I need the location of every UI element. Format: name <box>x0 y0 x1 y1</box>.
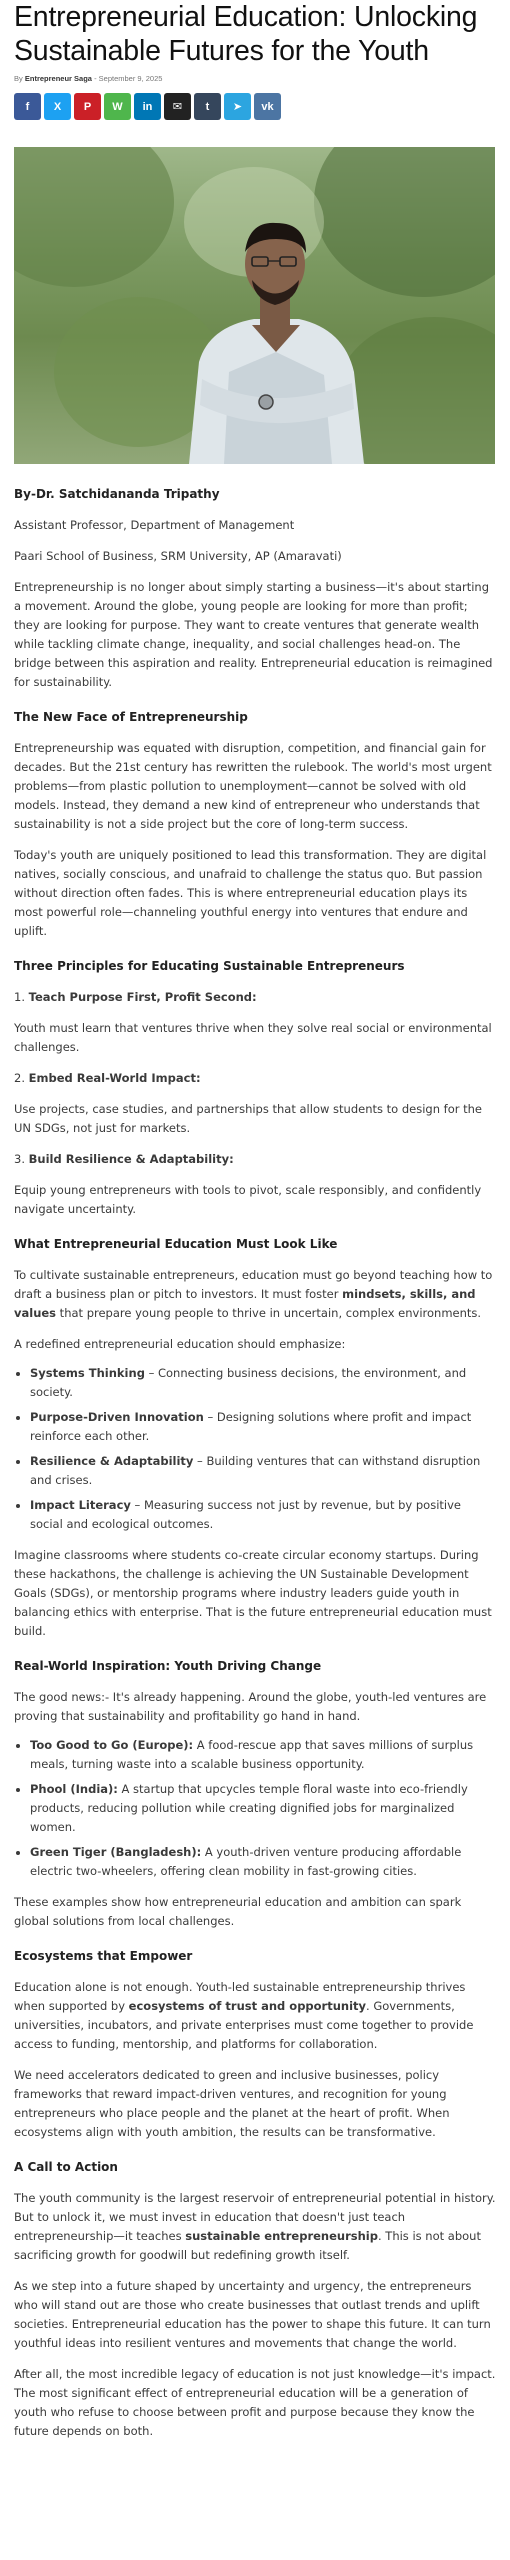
email-icon: ✉ <box>172 101 183 113</box>
list-item: • Phool (India): A startup that upcycles temple floral waste into eco-friendly products, reducing pollution while creating dignified jobs for marginalized women. <box>30 1780 496 1837</box>
principle-title: 1. Teach Purpose First, Profit Second: <box>14 990 257 1004</box>
linkedin-icon: in <box>142 100 153 113</box>
article-body <box>14 485 496 2441</box>
x-share-button[interactable] <box>44 93 71 120</box>
principle-body: Youth must learn that ventures thrive when they solve real social or environmental challenges. <box>14 1021 492 1054</box>
list-item: • Systems Thinking – Connecting business decisions, the environment, and society. <box>30 1364 496 1402</box>
author-name: By-Dr. Satchidananda Tripathy <box>14 487 220 501</box>
paragraph: These examples show how entrepreneurial education and ambition can spark global solutions from local challenges. <box>14 1895 462 1928</box>
section-heading: Three Principles for Educating Sustainable Entrepreneurs <box>14 959 405 973</box>
tumblr-icon: t <box>205 100 210 113</box>
paragraph: To cultivate sustainable entrepreneurs, education must go beyond teaching how to draft a business plan or pitch to investors. It must foster mindsets, skills, and values that prepare young people to thrive in uncertain, complex environments. <box>14 1268 493 1320</box>
facebook-share-button[interactable] <box>14 93 41 120</box>
principle-body: Use projects, case studies, and partnerships that allow students to design for the UN SDGs, not just for markets. <box>14 1102 482 1135</box>
paragraph: After all, the most incredible legacy of education is not just knowledge—it's impact. The most significant effect of entrepreneurial education will be a generation of youth who refuse to choose between profit and purpose because they know the future depends on both. <box>14 2367 496 2438</box>
share-bar <box>14 93 496 120</box>
paragraph: The good news:- It's already happening. Around the globe, youth-led ventures are proving that sustainability and profitability go hand in hand. <box>14 1690 487 1723</box>
hero-image <box>14 147 495 464</box>
list-item: • Green Tiger (Bangladesh): A youth-driven venture producing affordable electric two-wheelers, offering clean mobility in fast-growing cities. <box>30 1843 496 1881</box>
paragraph: Entrepreneurship was equated with disruption, competition, and financial gain for decades. But the 21st century has rewritten the rulebook. The world's most urgent problems—from plastic pollution to unemployment—cannot be solved with old models. Instead, they demand a new kind of entrepreneur who understands that sustainability is not a side project but the core of long-term success. <box>14 741 492 831</box>
section-heading: Ecosystems that Empower <box>14 1949 193 1963</box>
person-photo <box>14 147 495 464</box>
telegram-icon: ➤ <box>232 101 243 113</box>
principle-title: 2. Embed Real-World Impact: <box>14 1071 201 1085</box>
paragraph: Imagine classrooms where students co-create circular economy startups. During these hackathons, the challenge is achieving the UN Sustainable Development Goals (SDGs), or mentorship programs where industry leaders guide youth in balancing ethics with enterprise. That is the future entrepreneurial education must build. <box>14 1548 492 1638</box>
examples-list <box>14 1736 496 1881</box>
whatsapp-share-button[interactable] <box>104 93 131 120</box>
section-heading: What Entrepreneurial Education Must Look Like <box>14 1237 338 1251</box>
pinterest-icon: P <box>83 100 92 113</box>
vk-share-button[interactable] <box>254 93 281 120</box>
paragraph: The youth community is the largest reservoir of entrepreneurial potential in history. But to unlock it, we must invest in education that doesn't just teach entrepreneurship—it teaches sustainable entrepreneurship. This is not about sacrificing growth for goodwill but redefining growth itself. <box>14 2191 496 2262</box>
byline <box>14 74 496 86</box>
author-link[interactable]: Entrepreneur Saga <box>24 74 92 83</box>
email-share-button[interactable] <box>164 93 191 120</box>
tumblr-share-button[interactable] <box>194 93 221 120</box>
paragraph: Today's youth are uniquely positioned to lead this transformation. They are digital natives, socially conscious, and unafraid to challenge the status quo. But passion without direction often fades. This is where entrepreneurial education plays its most powerful role—channeling youthful energy into ventures that endure and uplift. <box>14 848 487 938</box>
pinterest-share-button[interactable] <box>74 93 101 120</box>
vk-icon: vk <box>261 100 274 113</box>
section-heading: Real-World Inspiration: Youth Driving Change <box>14 1659 322 1673</box>
whatsapp-icon: W <box>112 100 123 113</box>
list-item: • Impact Literacy – Measuring success not just by revenue, but by positive social and ecological outcomes. <box>30 1496 496 1534</box>
principle-body: Equip young entrepreneurs with tools to pivot, scale responsibly, and confidently navigate uncertainty. <box>14 1183 482 1216</box>
paragraph: We need accelerators dedicated to green and inclusive businesses, policy frameworks that reward impact-driven ventures, and recognition for young entrepreneurs who place people and the planet at the heart of profit. When ecosystems align with youth ambition, the results can be transformative. <box>14 2068 450 2139</box>
paragraph: As we step into a future shaped by uncertainty and urgency, the entrepreneurs who will stand out are those who create businesses that outlast trends and uplift societies. Entrepreneurial education has the power to shape this future. It can turn youthful ideas into resilient ventures and movements that change the world. <box>14 2279 491 2350</box>
author-org: Paari School of Business, SRM University, AP (Amaravati) <box>14 549 342 563</box>
section-heading: A Call to Action <box>14 2160 118 2174</box>
list-item: • Resilience & Adaptability – Building ventures that can withstand disruption and crises. <box>30 1452 496 1490</box>
byline-by: By <box>14 74 23 83</box>
paragraph: A redefined entrepreneurial education should emphasize: <box>14 1337 346 1351</box>
linkedin-share-button[interactable] <box>134 93 161 120</box>
publish-date: September 9, 2025 <box>98 74 163 83</box>
author-role: Assistant Professor, Department of Management <box>14 518 295 532</box>
paragraph: Education alone is not enough. Youth-led sustainable entrepreneurship thrives when supported by ecosystems of trust and opportunity. Governments, universities, incubators, and private enterprises must come together to provide access to funding, mentorship, and platforms for collaboration. <box>14 1980 474 2051</box>
x-icon: X <box>53 100 62 113</box>
telegram-share-button[interactable] <box>224 93 251 120</box>
list-item: • Too Good to Go (Europe): A food-rescue app that saves millions of surplus meals, turning waste into a scalable business opportunity. <box>30 1736 496 1774</box>
emphasis-list <box>14 1364 496 1534</box>
facebook-icon: f <box>25 100 30 113</box>
byline-separator: - <box>94 74 97 83</box>
section-heading: The New Face of Entrepreneurship <box>14 710 248 724</box>
article-title: Entrepreneurial Education: Unlocking Sustainable Futures for the Youth <box>14 1 478 67</box>
intro-paragraph: Entrepreneurship is no longer about simply starting a business—it's about starting a movement. Around the globe, young people are looking for more than profit; they are looking for purpose. They want to create ventures that generate wealth while tackling climate change, inequality, and social challenges head-on. The bridge between this aspiration and reality. Entrepreneurial education is reimagined for sustainability. <box>14 580 493 689</box>
principle-title: 3. Build Resilience & Adaptability: <box>14 1152 234 1166</box>
list-item: • Purpose-Driven Innovation – Designing solutions where profit and impact reinforce each other. <box>30 1408 496 1446</box>
